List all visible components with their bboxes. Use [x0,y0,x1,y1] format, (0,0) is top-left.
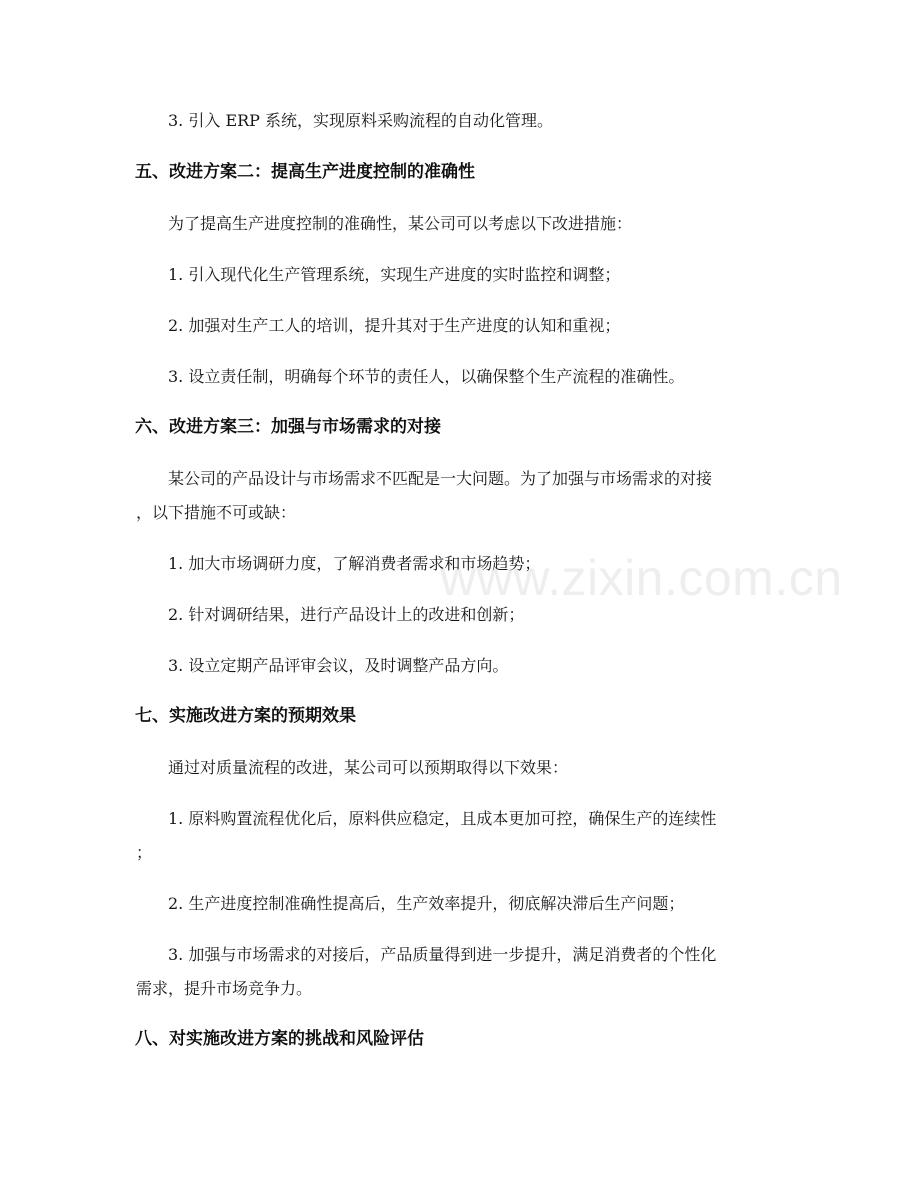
section-heading-6: 六、改进方案三：加强与市场需求的对接 [135,417,441,437]
list-item-line: 3. 加强与市场需求的对接后，产品质量得到进一步提升，满足消费者的个性化 [168,945,717,964]
list-item: 3. 引入 ERP 系统，实现原料采购流程的自动化管理。 [168,111,554,130]
watermark: www.zixin.com.cn [440,550,843,606]
list-item: 1. 引入现代化生产管理系统，实现生产进度的实时监控和调整； [168,265,621,284]
list-item-line: ； [136,843,153,862]
list-item: 1. 加大市场调研力度，了解消费者需求和市场趋势； [168,554,541,573]
list-item: 2. 针对调研结果，进行产品设计上的改进和创新； [168,605,525,624]
list-item-line: 1. 原料购置流程优化后，原料供应稳定，且成本更加可控，确保生产的连续性 [168,809,717,828]
list-item: 2. 加强对生产工人的培训，提升其对于生产进度的认知和重视； [168,316,621,335]
paragraph: 为了提高生产进度控制的准确性，某公司可以考虑以下改进措施： [168,214,633,233]
section-heading-8: 八、对实施改进方案的挑战和风险评估 [135,1029,424,1049]
paragraph: 通过对质量流程的改进，某公司可以预期取得以下效果： [168,758,569,777]
section-heading-7: 七、实施改进方案的预期效果 [135,706,356,726]
paragraph-line: ，以下措施不可或缺： [136,503,297,522]
list-item: 3. 设立定期产品评审会议，及时调整产品方向。 [168,656,509,675]
list-item: 3. 设立责任制，明确每个环节的责任人，以确保整个生产流程的准确性。 [168,367,685,386]
list-item: 2. 生产进度控制准确性提高后，生产效率提升，彻底解决滞后生产问题； [168,894,685,913]
paragraph-line: 某公司的产品设计与市场需求不匹配是一大问题。为了加强与市场需求的对接 [168,469,713,488]
section-heading-5: 五、改进方案二：提高生产进度控制的准确性 [135,162,475,182]
list-item-line: 需求，提升市场竞争力。 [136,979,313,998]
